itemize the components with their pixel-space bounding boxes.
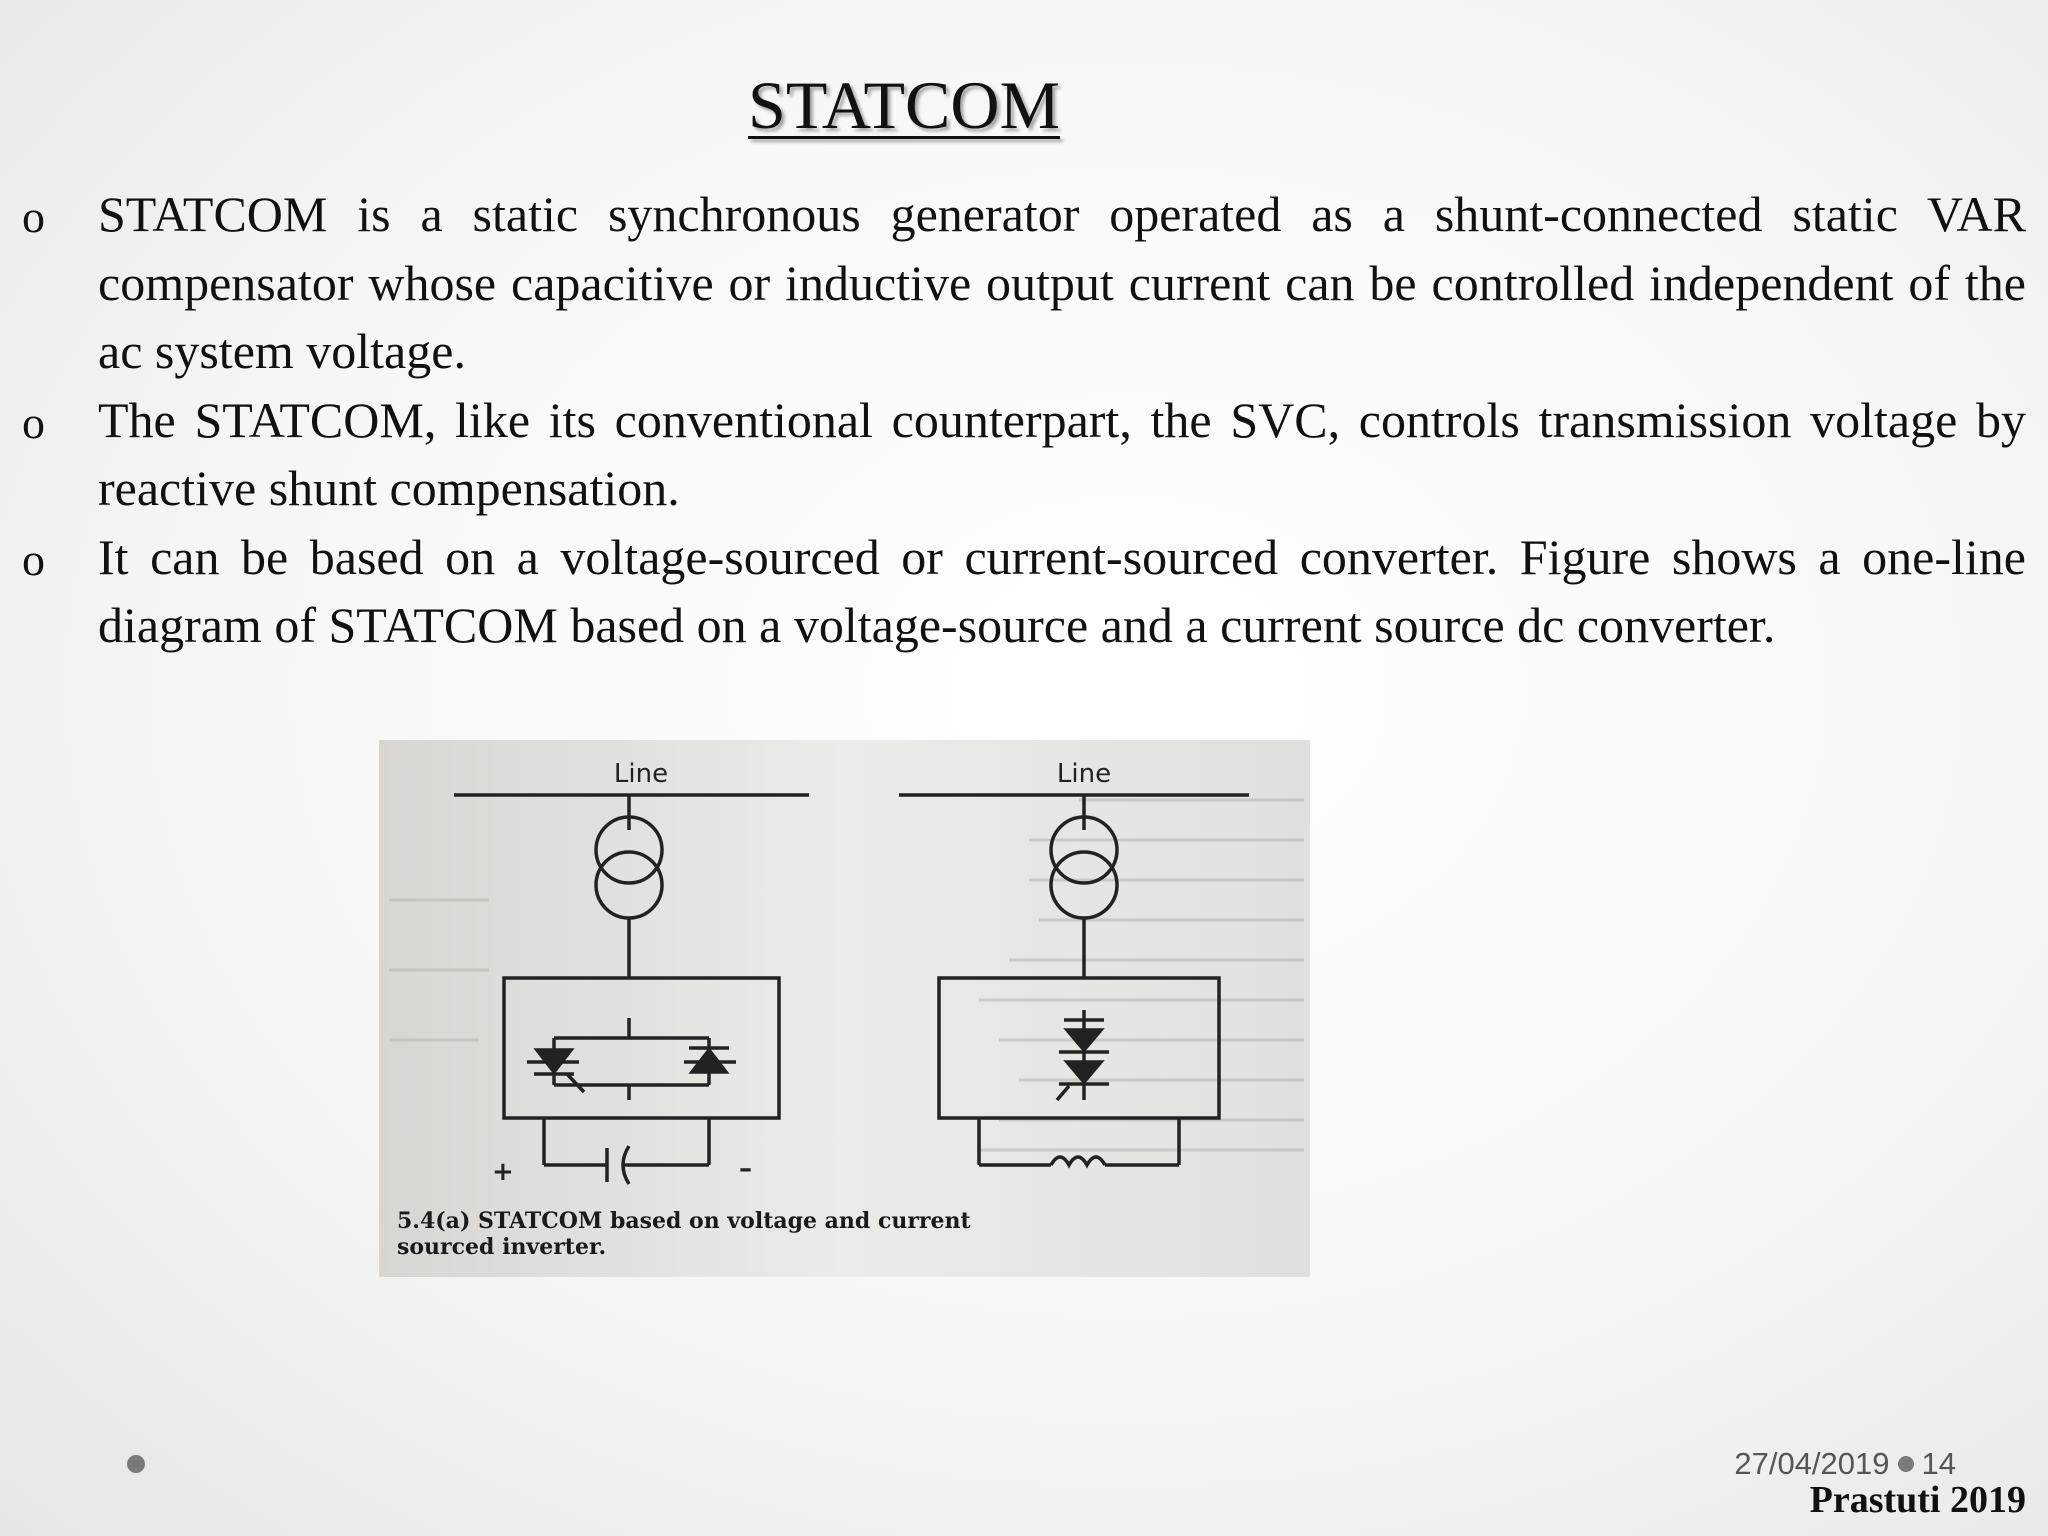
- bullet-item: [22, 386, 2028, 523]
- bullet-marker: o: [22, 533, 45, 585]
- bullet-item: [22, 180, 2028, 386]
- footer-bullet-dot: [127, 1455, 145, 1473]
- figure-caption: sourced inverter.: [397, 1234, 607, 1260]
- minus-terminal-label: –: [739, 1154, 752, 1184]
- slide-title: STATCOM: [748, 67, 1060, 143]
- bullet-list: [22, 180, 2028, 660]
- plus-terminal-label: +: [492, 1157, 514, 1187]
- left-line-label: Line: [613, 759, 669, 789]
- bullet-text: It can be based on a voltage-sourced or current-sourced converter. Figure shows a one-line diagram of STATCOM based on a voltage-source and a current source dc converter.: [98, 528, 2026, 653]
- bullet-text: The STATCOM, like its conventional counterpart, the SVC, controls transmission voltage by reactive shunt compensation.: [98, 391, 2026, 516]
- footer-separator-dot: [1898, 1456, 1914, 1472]
- figure-background: [379, 740, 1310, 1277]
- slide-number: 14: [1921, 1446, 1956, 1481]
- slide-author: Prastuti 2019: [1809, 1479, 2026, 1521]
- bullet-marker: o: [22, 396, 45, 448]
- statcom-diagram: [379, 740, 1310, 1277]
- bullet-item: [22, 523, 2028, 660]
- statcom-diagram-figure: [379, 740, 1310, 1277]
- bullet-text: STATCOM is a static synchronous generator operated as a shunt-connected static VAR compensator whose capacitive or inductive output current can be controlled independent of the ac system voltage.: [98, 186, 2026, 379]
- right-line-label: Line: [1056, 759, 1112, 789]
- bullet-marker: o: [22, 191, 45, 242]
- slide-footer-meta: [1734, 1446, 1956, 1482]
- slide-date: 27/04/2019: [1734, 1446, 1890, 1481]
- figure-caption: 5.4(a) STATCOM based on voltage and current: [397, 1208, 971, 1234]
